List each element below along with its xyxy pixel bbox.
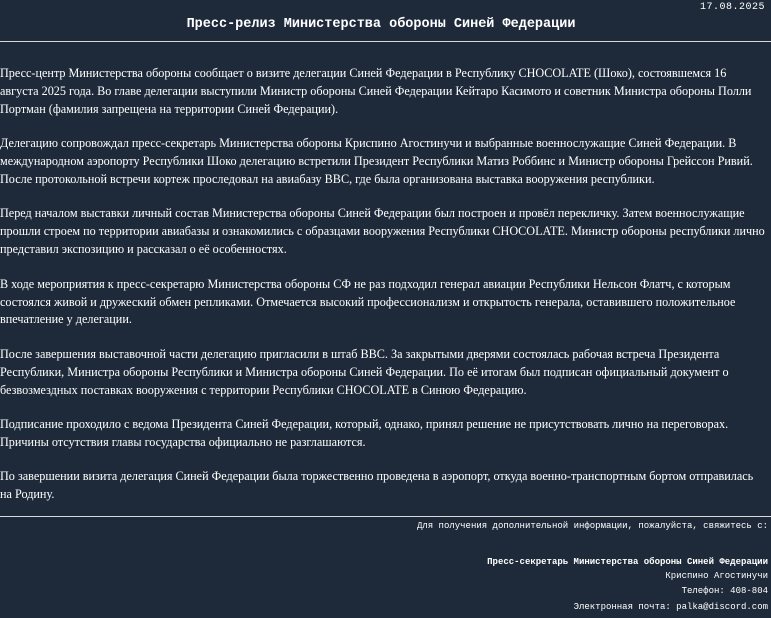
paragraph-departure: По завершении визита делегация Синей Федерации была торжественно проведена в аэропорт, откуда военно-транспортным бортом отправилась на Родину. xyxy=(0,469,754,502)
contact-phone: Телефон: 408-804 xyxy=(681,586,768,596)
paragraph-signing: Подписание проходило с ведома Президента Синей Федерации, который, однако, принял решение не присутствовать лично на переговорах. Причины отсутствия главы государства официально не разглашаются. xyxy=(0,417,729,449)
paragraph-visit: Пресс-центр Министерства обороны сообщает о визите делегации Синей Федерации в Республику CHOCOLATE (Шоко), состоявшемся 16 августа 2025 года. Во главе делегации выступили Министр обороны Синей Федерации Кейтаро Касимото и советник Министра обороны Полли Портман (фамилия запрещена на территории Синей Федерации). xyxy=(0,66,752,116)
paragraph-general: В ходе мероприятия к пресс-секретарю Министерства обороны СФ не раз подходил генерал авиации Республики Нельсон Флатч, с которым состоялся живой и дружеский обмен репликами. Отмечается высокий профессионализм и открытость генерала, оставившего положительное впечатление у делегации. xyxy=(0,276,736,327)
contact-name: Криспино Агостинучи xyxy=(665,571,768,581)
paragraph-arrival: Делегацию сопровождал пресс-секретарь Министерства обороны Криспино Агостинучи и выбранные военнослужащие Синей Федерации. В международном аэропорту Республики Шоко делегацию встретили Президент Республики Матиз Роббинс и Министр обороны Грейссон Ривий. После протокольной встречи кортеж проследовал на авиабазу ВВС, где была организована выставка вооружения республики. xyxy=(0,136,753,187)
header-divider xyxy=(0,41,771,42)
contact-block xyxy=(417,521,768,612)
contact-role: Пресс-секретарь Министерства обороны Синей Федерации xyxy=(487,557,768,567)
release-body xyxy=(0,65,766,521)
paragraph-exhibition: Перед началом выставки личный состав Министерства обороны Синей Федерации был построен и провёл перекличку. Затем военнослужащие прошли строем по территории авиабазы и ознакомились с образцами вооружения Республики CHOCOLATE. Министр обороны республики лично представил экспозицию и рассказал о её особенностях. xyxy=(0,206,765,257)
release-date: 17.08.2025 xyxy=(699,2,765,13)
contact-email: Электронная почта: palka@discord.com xyxy=(573,602,768,612)
contact-intro: Для получения дополнительной информации, пожалуйста, свяжитесь с: xyxy=(416,521,768,531)
page-title: Пресс-релиз Министерства обороны Синей Федерации xyxy=(186,17,576,32)
footer-divider xyxy=(0,516,771,517)
paragraph-meeting: После завершения выставочной части делегацию пригласили в штаб ВВС. За закрытыми дверями состоялась рабочая встреча Президента Республики, Министра обороны Республики и Министра обороны Синей Федерации. По её итогам был подписан официальный документ о безвозмездных поставках вооружения с территории Республики CHOCOLATE в Синюю Федерацию. xyxy=(0,346,729,397)
